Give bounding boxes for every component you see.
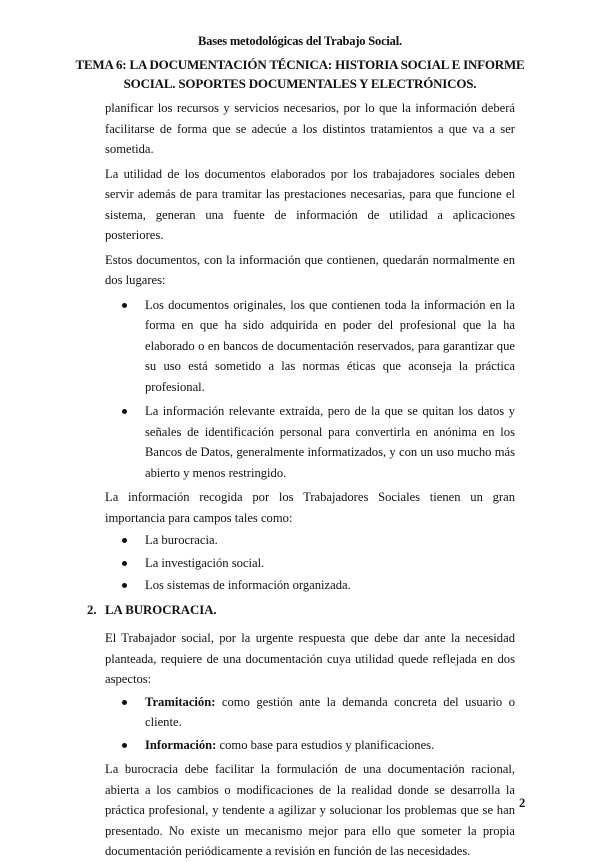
- bullet-icon: [122, 561, 127, 566]
- list-item: Tramitación: como gestión ante la demanda concreta del usuario o cliente.: [145, 692, 515, 733]
- paragraph: La utilidad de los documentos elaborados por los trabajadores sociales deben servir además de para tramitar las prestaciones necesarias, para que funcione el sistema, generan una fuente de información de utilidad a aplicaciones posteriores.: [105, 166, 515, 242]
- list-item: Los documentos originales, los que contienen toda la información en la forma en que ha sido adquirida en poder del profesional que la ha elaborado o en bancos de documentación reservados, para garantizar que su uso está sometido a las normas éticas que aconseja la práctica profesional.: [145, 295, 515, 398]
- bullet-list-places: [105, 295, 515, 484]
- list-item: Los sistemas de información organizada.: [145, 575, 515, 596]
- list-item: La información relevante extraída, pero de la que se quitan los datos y señales de identificación personal para convertirla en anónima en los Bancos de Datos, generalmente informatizados, y con un uso mucho más abierto y menos restringido.: [145, 401, 515, 483]
- list-item: La investigación social.: [145, 553, 515, 574]
- running-header: Bases metodológicas del Trabajo Social.: [198, 34, 402, 48]
- bullet-icon: [122, 583, 127, 588]
- chapter-title-line-2: SOCIAL. SOPORTES DOCUMENTALES Y ELECTRÓNICOS.: [123, 76, 477, 91]
- section-number: 2.: [87, 602, 97, 617]
- bullet-icon: [122, 303, 127, 308]
- list-item: La burocracia.: [145, 530, 515, 551]
- bullet-list-fields: [105, 530, 515, 596]
- chapter-title-line-1: TEMA 6: LA DOCUMENTACIÓN TÉCNICA: HISTORIA SOCIAL E INFORME: [75, 57, 525, 72]
- paragraph: La información recogida por los Trabajadores Sociales tienen un gran importancia para campos tales como:: [105, 490, 515, 525]
- chapter-title: [70, 55, 530, 93]
- page-number: 2: [519, 796, 526, 810]
- list-item: Información: como base para estudios y planificaciones.: [145, 735, 515, 756]
- bullet-icon: [122, 700, 127, 705]
- section-heading: [87, 600, 515, 621]
- bullet-icon: [122, 409, 127, 414]
- paragraph: planificar los recursos y servicios necesarios, por lo que la información deberá facilitarse de forma que se adecúe a los distintos tratamientos a que va a ser sometida.: [105, 101, 515, 156]
- document-body: [87, 98, 515, 862]
- paragraph: Estos documentos, con la información que contienen, quedarán normalmente en dos lugares:: [105, 252, 515, 287]
- bullet-icon: [122, 538, 127, 543]
- section-title: LA BUROCRACIA.: [105, 602, 217, 617]
- term-label: Tramitación:: [145, 694, 216, 709]
- paragraph: El Trabajador social, por la urgente respuesta que debe dar ante la necesidad planteada, requiere de una documentación cuya utilidad quede reflejada en dos aspectos:: [105, 631, 515, 686]
- term-label: Información:: [145, 737, 217, 752]
- paragraph: La burocracia debe facilitar la formulación de una documentación racional, abierta a los cambios o modificaciones de la realidad donde se desarrolla la práctica profesional, y tendente a agilizar y solucionar los problemas que se han presentado. No existe un mecanismo mejor para ello que someter la propia documentación periódicamente a revisión en función de las necesidades.: [105, 762, 515, 858]
- bullet-icon: [122, 743, 127, 748]
- bullet-list-aspects: [105, 692, 515, 756]
